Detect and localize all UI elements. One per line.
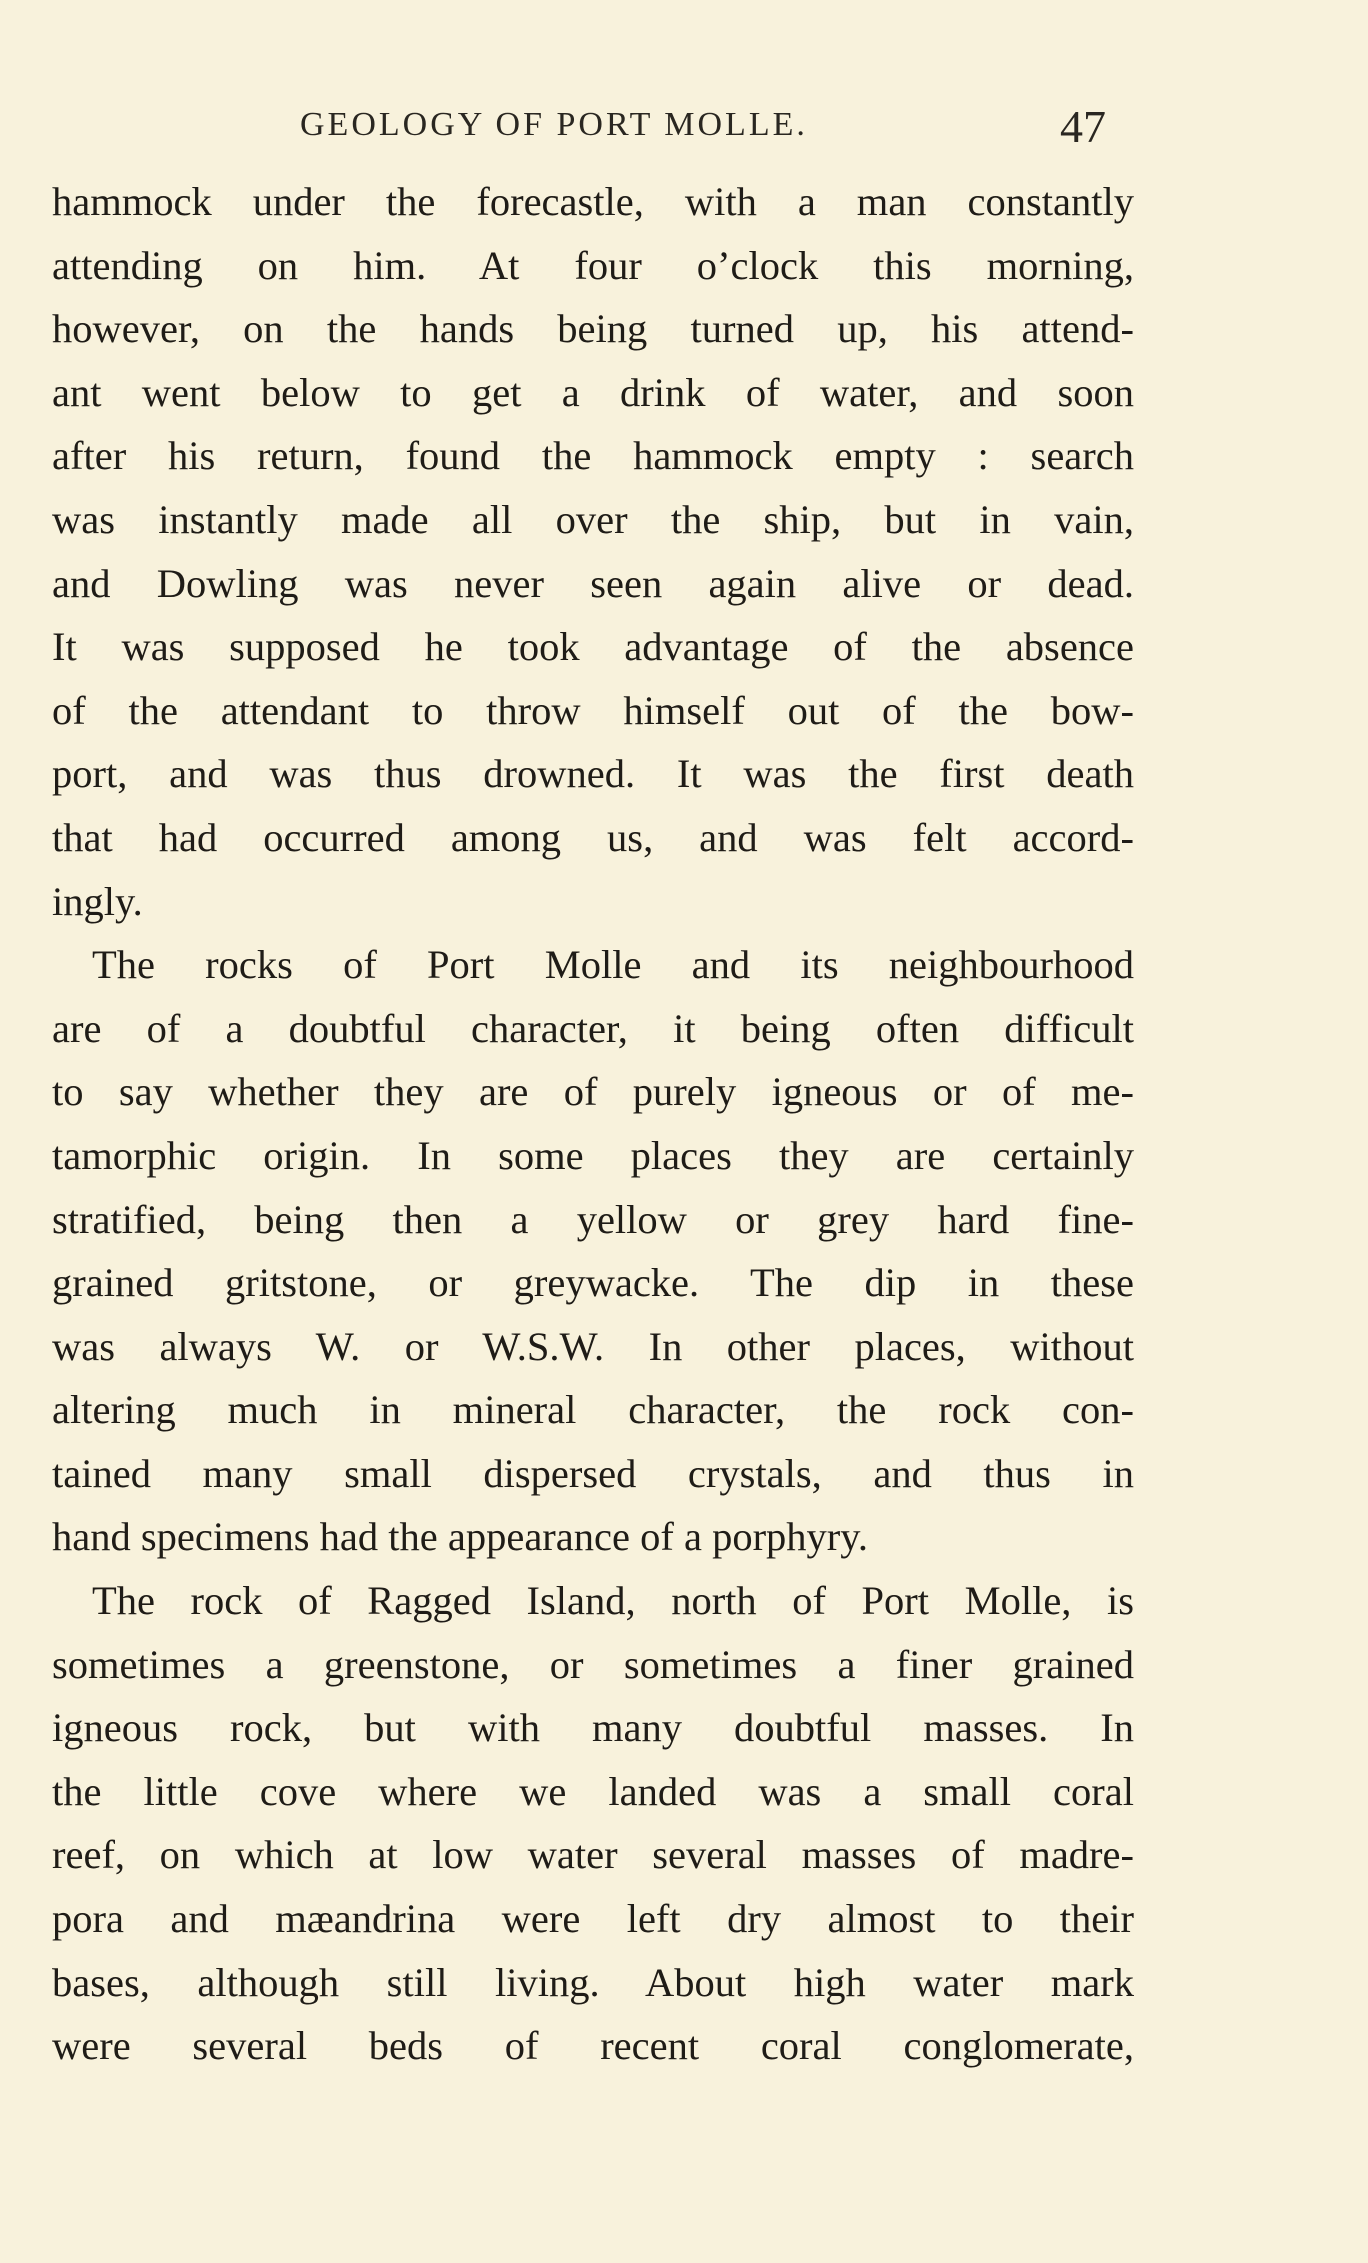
text-line: after his return, found the hammock empty : search <box>52 433 1134 479</box>
text-line: The rocks of Port Molle and its neighbourhood <box>92 942 1134 988</box>
paragraph <box>52 170 1134 933</box>
text-line: altering much in mineral character, the rock con- <box>52 1387 1134 1433</box>
running-title: GEOLOGY OF PORT MOLLE. <box>300 106 808 143</box>
text-line: were several beds of recent coral conglomerate, <box>52 2023 1134 2069</box>
text-line: to say whether they are of purely igneous or of me- <box>52 1069 1134 1115</box>
text-line: ingly. <box>52 878 143 924</box>
text-line: grained gritstone, or greywacke. The dip in these <box>52 1260 1134 1306</box>
text-line: and Dowling was never seen again alive or dead. <box>52 560 1134 606</box>
text-line: reef, on which at low water several masses of madre- <box>52 1832 1134 1878</box>
text-line: was always W. or W.S.W. In other places, without <box>52 1323 1134 1369</box>
text-line: ant went below to get a drink of water, and soon <box>52 369 1134 415</box>
text-line: The rock of Ragged Island, north of Port Molle, is <box>92 1578 1134 1624</box>
text-line: was instantly made all over the ship, but in vain, <box>52 496 1134 542</box>
text-line: hammock under the forecastle, with a man constantly <box>52 179 1134 224</box>
text-line: of the attendant to throw himself out of the bow- <box>52 687 1134 733</box>
running-head <box>0 100 1368 160</box>
paragraph <box>52 1569 1134 2078</box>
paragraph <box>52 933 1134 1569</box>
text-line: sometimes a greenstone, or sometimes a finer grained <box>52 1641 1134 1687</box>
text-line: igneous rock, but with many doubtful masses. In <box>52 1705 1134 1751</box>
text-line: port, and was thus drowned. It was the first death <box>52 751 1134 797</box>
text-line: however, on the hands being turned up, his attend- <box>52 306 1134 352</box>
text-line: that had occurred among us, and was felt accord- <box>52 814 1134 860</box>
text-line: hand specimens had the appearance of a porphyry. <box>52 1514 869 1560</box>
text-line: It was supposed he took advantage of the absence <box>52 624 1134 670</box>
text-line: are of a doubtful character, it being often difficult <box>52 1005 1134 1051</box>
page-number: 47 <box>1060 101 1106 152</box>
text-line: the little cove where we landed was a small coral <box>52 1768 1134 1814</box>
text-line: tamorphic origin. In some places they are certainly <box>52 1132 1134 1178</box>
text-line: attending on him. At four o’clock this morning, <box>52 242 1134 288</box>
text-line: stratified, being then a yellow or grey hard fine- <box>52 1196 1134 1242</box>
text-line: tained many small dispersed crystals, and thus in <box>52 1450 1134 1496</box>
text-line: bases, although still living. About high water mark <box>52 1959 1134 2005</box>
body-text <box>52 170 1134 2078</box>
text-line: pora and mæandrina were left dry almost to their <box>52 1896 1134 1942</box>
